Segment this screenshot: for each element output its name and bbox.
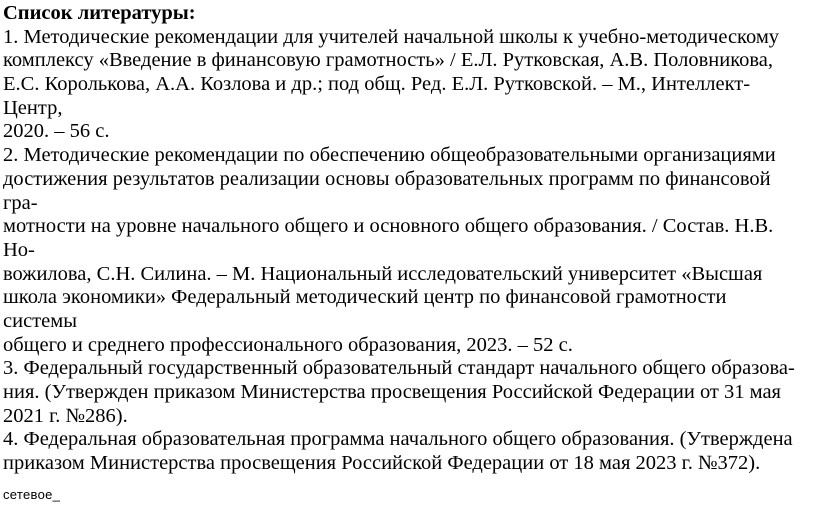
text-line: Е.С. Королькова, А.А. Козлова и др.; под общ. Ред. Е.Л. Рутковской. – М., Интеллект- [3, 73, 751, 96]
text-line: 1. Методические рекомендации для учителей начальной школы к учебно-методическому [3, 25, 780, 48]
text-line: комплексу «Введение в финансовую грамотность» / Е.Л. Рутковская, А.В. Половникова, [3, 49, 774, 72]
footer-text: сетевое_ [3, 487, 61, 502]
text-line: Центр, [3, 96, 63, 119]
text-line: системы [3, 309, 77, 332]
text-line: 2020. – 56 с. [3, 120, 110, 143]
bibliography-heading: Список литературы: [3, 2, 196, 24]
text-line: вожилова, С.Н. Силина. – М. Национальный исследовательский университет «Высшая [3, 262, 763, 285]
text-line: гра- [3, 191, 38, 214]
text-line: 3. Федеральный государственный образовательный стандарт начального общего образова- [3, 357, 795, 380]
text-line: 2021 г. №286). [3, 404, 128, 427]
text-line: школа экономики» Федеральный методический центр по финансовой грамотности [3, 286, 727, 309]
text-line: 4. Федеральная образовательная программа начального общего образования. (Утверждена [3, 428, 793, 451]
text-line: ния. (Утвержден приказом Министерства просвещения Российской Федерации от 31 мая [3, 381, 781, 403]
text-line: Но- [3, 238, 35, 261]
text-line: приказом Министерства просвещения Российской Федерации от 18 мая 2023 г. №372). [3, 452, 761, 475]
text-line: мотности на уровне начального общего и основного общего образования. / Состав. Н.В. [3, 215, 774, 238]
text-line: достижения результатов реализации основы образовательных программ по финансовой [3, 167, 771, 190]
text-line: общего и среднего профессионального образования, 2023. – 52 с. [3, 333, 573, 356]
text-line: 2. Методические рекомендации по обеспечению общеобразовательными организациями [3, 144, 776, 167]
bibliography-text [3, 2, 815, 476]
